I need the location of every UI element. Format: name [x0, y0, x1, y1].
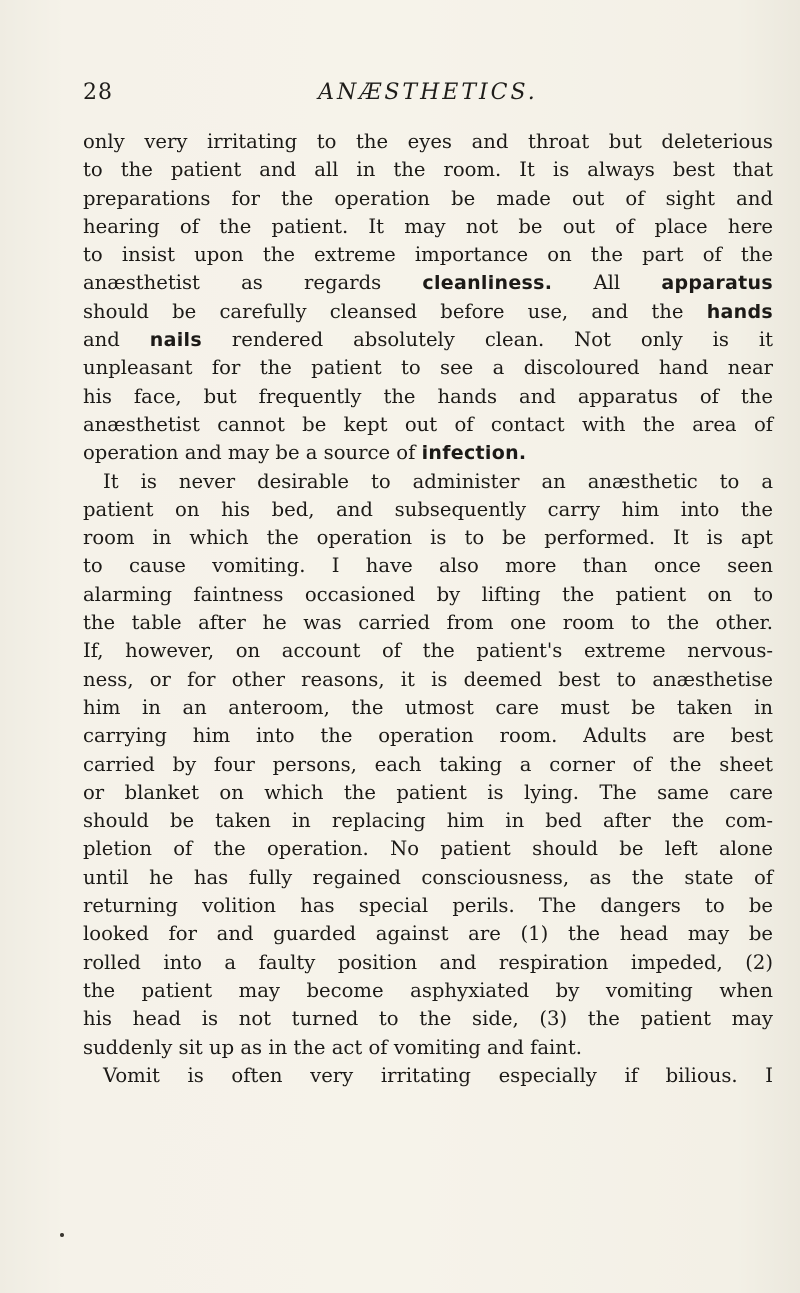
running-head	[83, 80, 773, 114]
text-line: pletion of the operation. No patient should be left alone	[83, 837, 773, 861]
bold-term-hands: hands	[706, 300, 773, 323]
text-line: If, however, on account of the patient's extreme nervous-	[83, 639, 773, 663]
text-line: the table after he was carried from one room to the other.	[83, 611, 773, 635]
paragraph-start: Vomit is often very irritating especially if bilious. I	[103, 1063, 773, 1087]
text-line: to cause vomiting. I have also more than once seen	[83, 554, 773, 578]
text-line: anæsthetist as regards cleanliness. All apparatus	[83, 271, 773, 295]
text-line: looked for and guarded against are (1) the head may be	[83, 922, 773, 946]
text-line: alarming faintness occasioned by lifting the patient on to	[83, 582, 773, 606]
body-text	[83, 128, 773, 1090]
text-line: ness, or for other reasons, it is deemed best to anæsthetise	[83, 667, 773, 691]
text-line: to insist upon the extreme importance on the part of the	[83, 243, 773, 267]
bold-term-apparatus: apparatus	[661, 272, 773, 295]
text-line: only very irritating to the eyes and throat but deleterious	[83, 130, 773, 153]
text-line: carrying him into the operation room. Adults are best	[83, 724, 773, 748]
text-line: unpleasant for the patient to see a discoloured hand near	[83, 356, 773, 380]
text-line: preparations for the operation be made out of sight and	[83, 186, 773, 210]
bold-term-nails: nails	[149, 329, 202, 352]
text-line: should be taken in replacing him in bed after the com-	[83, 809, 773, 833]
text-line: hearing of the patient. It may not be out of place here	[83, 214, 773, 238]
text-line: anæsthetist cannot be kept out of contact with the area of	[83, 412, 773, 436]
bold-term-cleanliness: cleanliness.	[422, 272, 553, 295]
page-number: 28	[83, 80, 113, 105]
paragraph-start: It is never desirable to administer an anæsthetic to a	[103, 469, 773, 493]
text-line: should be carefully cleansed before use, and the hands	[83, 299, 773, 323]
text-line: until he has fully regained consciousness, as the state of	[83, 865, 773, 889]
bold-term-infection: infection.	[421, 442, 527, 465]
text-line: and nails rendered absolutely clean. Not only is it	[83, 328, 773, 352]
running-title: ANÆSTHETICS.	[318, 80, 538, 105]
text-line: rolled into a faulty position and respiration impeded, (2)	[83, 950, 773, 974]
text-line: patient on his bed, and subsequently carry him into the	[83, 497, 773, 521]
text-line: his face, but frequently the hands and apparatus of the	[83, 384, 773, 408]
text-line: the patient may become asphyxiated by vomiting when	[83, 978, 773, 1002]
text-line: to the patient and all in the room. It is always best that	[83, 158, 773, 182]
text-line: him in an anteroom, the utmost care must be taken in	[83, 695, 773, 719]
text-line: carried by four persons, each taking a corner of the sheet	[83, 752, 773, 776]
text-line: operation and may be a source of infection.	[83, 441, 527, 465]
text-line: suddenly sit up as in the act of vomiting and faint.	[83, 1035, 583, 1059]
text-line: his head is not turned to the side, (3) the patient may	[83, 1007, 773, 1031]
text-line: or blanket on which the patient is lying. The same care	[83, 780, 773, 804]
text-line: returning volition has special perils. The dangers to be	[83, 894, 773, 918]
text-line: room in which the operation is to be performed. It is apt	[83, 526, 773, 550]
print-speck	[60, 1233, 64, 1237]
